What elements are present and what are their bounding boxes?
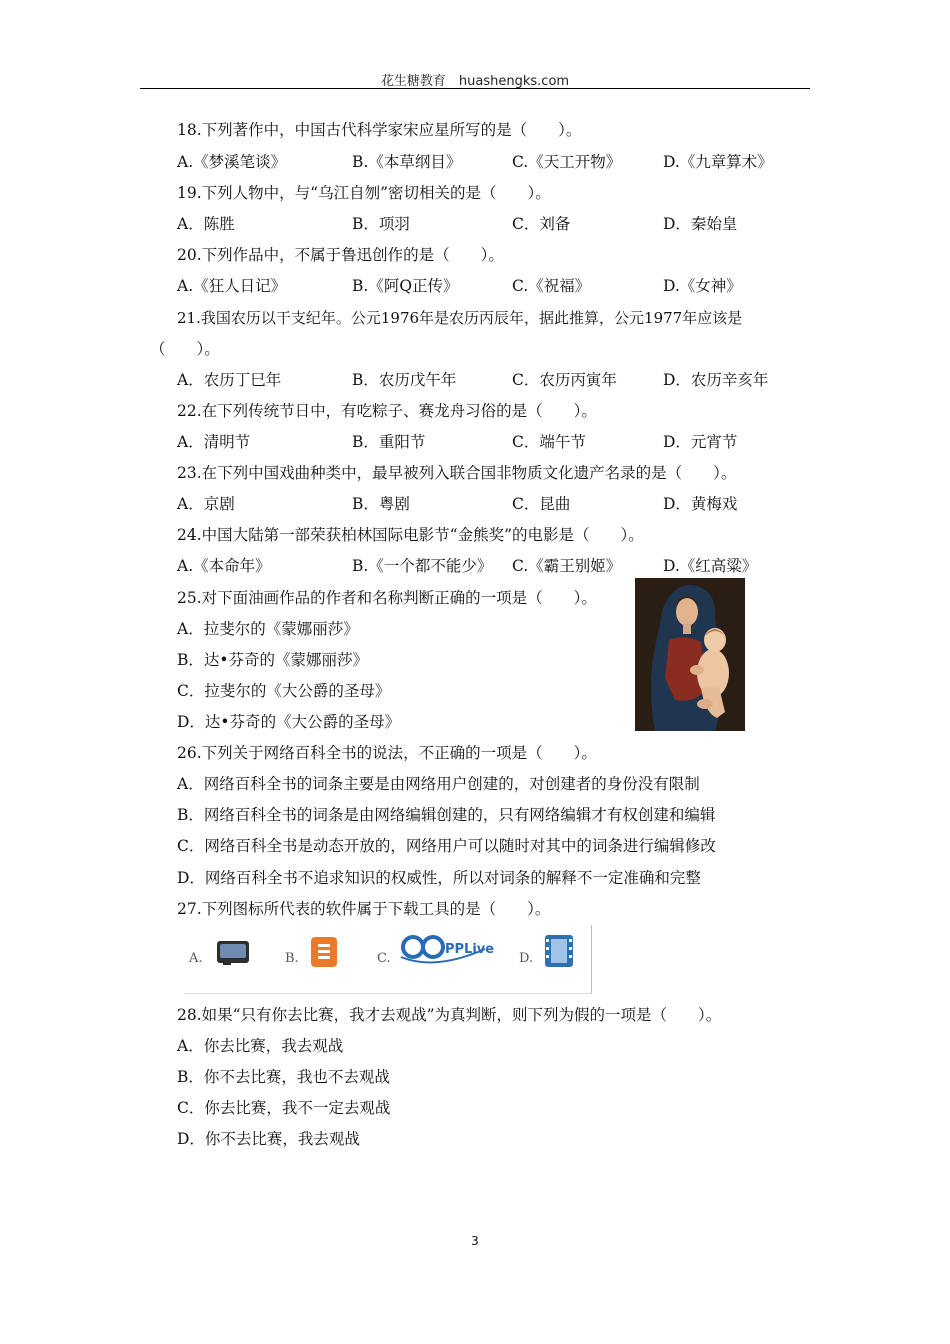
q19-option-d: D．秦始皇 [663,215,738,233]
question-26-stem: 26.下列关于网络百科全书的说法，不正确的一项是（ ）。 [177,744,597,762]
q28-option-c: C．你去比赛，我不一定去观战 [177,1099,391,1117]
pplive-logo-text: PPLive [445,942,495,957]
q21-option-d: D．农历辛亥年 [663,371,769,389]
q26-option-b: B．网络百科全书的词条是由网络编辑创建的，只有网络编辑才有权创建和编辑 [177,806,716,824]
q20-option-b: B.《阿Q正传》 [352,277,459,295]
question-24-stem: 24.中国大陆第一部荣获柏林国际电影节“金熊奖”的电影是（ ）。 [177,526,644,544]
q25-option-b: B．达•芬奇的《蒙娜丽莎》 [177,651,369,669]
q27-icon-option-a [185,925,275,993]
q23-option-b: B．粤剧 [352,495,410,513]
q23-option-a: A．京剧 [177,495,235,513]
page-header: 花生糖教育 huashengks.com [380,74,570,89]
q27-icon-option-b [281,925,371,993]
film-player-icon [543,933,575,973]
question-19-stem: 19.下列人物中，与“乌江自刎”密切相关的是（ ）。 [177,184,551,202]
q25-option-a: A．拉斐尔的《蒙娜丽莎》 [177,620,359,638]
q26-option-a: A．网络百科全书的词条主要是由网络用户创建的，对创建者的身份没有限制 [177,775,700,793]
q21-option-c: C．农历丙寅年 [512,371,617,389]
q22-option-c: C．端午节 [512,433,586,451]
q27-label-d: D. [519,951,534,966]
q18-option-d: D.《九章算术》 [663,153,773,171]
q18-option-a: A.《梦溪笔谈》 [177,153,287,171]
download-software-icon [309,935,339,973]
q25-option-c: C．拉斐尔的《大公爵的圣母》 [177,682,391,700]
q20-option-c: C.《祝福》 [512,277,591,295]
question-28-stem: 28.如果“只有你去比赛，我才去观战”为真判断，则下列为假的一项是（ ）。 [177,1006,722,1024]
q23-option-c: C．昆曲 [512,495,571,513]
madonna-painting-image [635,578,745,731]
question-18-stem: 18.下列著作中，中国古代科学家宋应星所写的是（ ）。 [177,121,582,139]
q18-option-b: B.《本草纲目》 [352,153,462,171]
pplive-logo-icon [395,931,495,975]
chat-software-icon [215,937,251,971]
q20-option-a: A.《狂人日记》 [177,277,287,295]
question-27-stem: 27.下列图标所代表的软件属于下载工具的是（ ）。 [177,900,551,918]
q21-option-b: B．农历戊午年 [352,371,457,389]
q22-option-b: B．重阳节 [352,433,426,451]
q19-option-b: B．项羽 [352,215,410,233]
q24-option-c: C.《霸王别姬》 [512,557,622,575]
q28-option-a: A．你去比赛，我去观战 [177,1037,344,1055]
q24-option-d: D.《红高粱》 [663,557,758,575]
question-23-stem: 23.在下列中国戏曲种类中，最早被列入联合国非物质文化遗产名录的是（ ）。 [177,464,737,482]
q19-option-a: A．陈胜 [177,215,235,233]
q27-icon-option-d [515,925,591,993]
q28-option-d: D．你不去比赛，我去观战 [177,1130,360,1148]
q20-option-d: D.《女神》 [663,277,742,295]
question-25-stem: 25.对下面油画作品的作者和名称判断正确的一项是（ ）。 [177,589,597,607]
q28-option-b: B．你不去比赛，我也不去观战 [177,1068,390,1086]
q22-option-d: D．元宵节 [663,433,738,451]
q21-option-a: A．农历丁巳年 [177,371,282,389]
q22-option-a: A．清明节 [177,433,251,451]
header-rule [140,88,810,89]
q27-label-a: A. [189,951,203,966]
q24-option-a: A.《本命年》 [177,557,271,575]
question-21-stem: 21.我国农历以干支纪年。公元1976年是农历丙辰年，据此推算，公元1977年应该是 [177,309,743,327]
q27-icon-option-c [375,925,505,993]
q27-label-c: C. [377,951,391,966]
question-20-stem: 20.下列作品中，不属于鲁迅创作的是（ ）。 [177,246,504,264]
q18-option-c: C.《天工开物》 [512,153,622,171]
q24-option-b: B.《一个都不能少》 [352,557,493,575]
q25-option-d: D．达•芬奇的《大公爵的圣母》 [177,713,401,731]
page-number: 3 [471,1234,479,1248]
q19-option-c: C．刘备 [512,215,571,233]
software-icons-figure [185,925,592,994]
q26-option-d: D．网络百科全书不追求知识的权威性，所以对词条的解释不一定准确和完整 [177,869,701,887]
q26-option-c: C．网络百科全书是动态开放的，网络用户可以随时对其中的词条进行编辑修改 [177,837,716,855]
question-22-stem: 22.在下列传统节日中，有吃粽子、赛龙舟习俗的是（ ）。 [177,402,597,420]
question-21-stem-continued: （ ）。 [150,340,220,358]
q27-label-b: B. [285,951,299,966]
q23-option-d: D．黄梅戏 [663,495,738,513]
